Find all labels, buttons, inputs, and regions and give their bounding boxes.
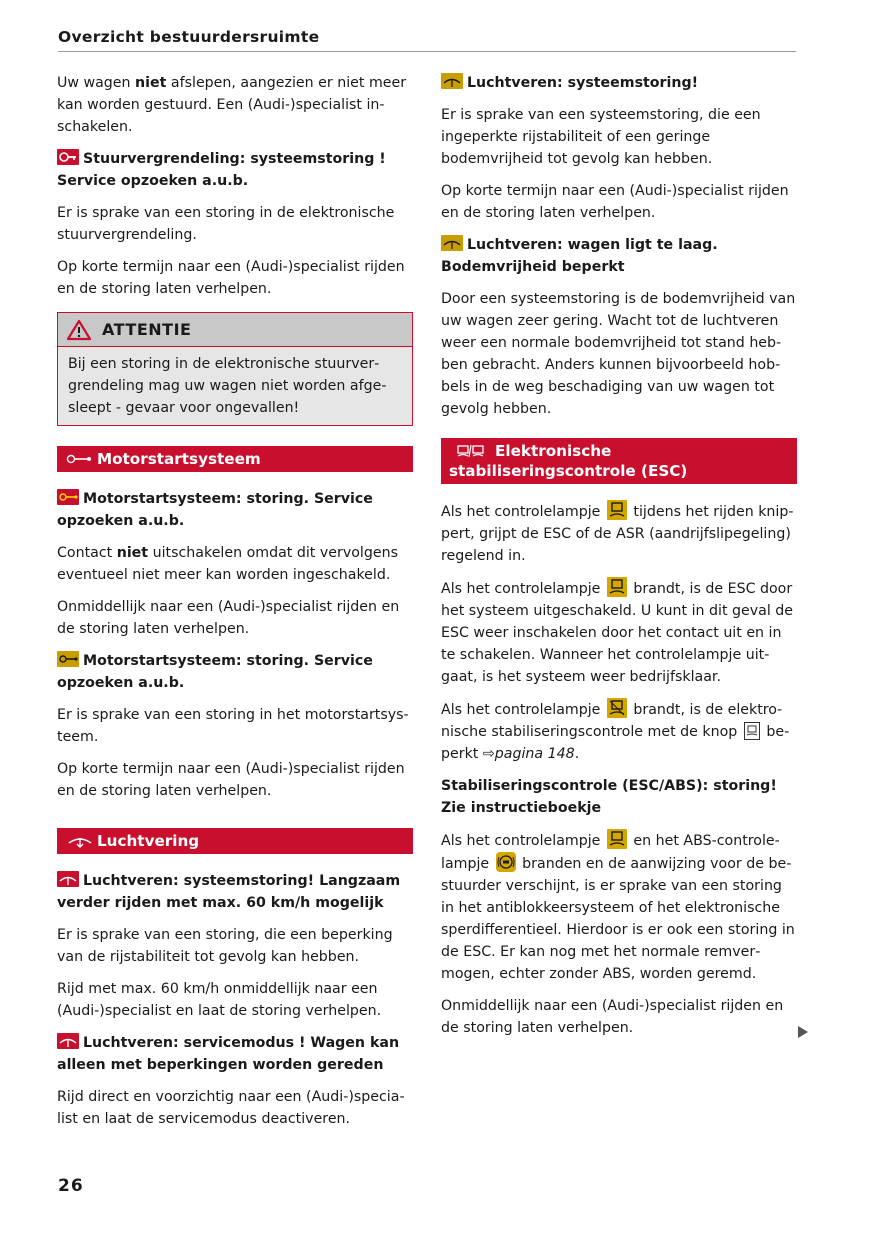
text: branden en de aanwijzing voor de bestuurder verschijnt, is er sprake van een storing in het antiblokkeersysteem of het elektronische sperdifferentieel. Hierdoor is er ook een storing in de ESC. Er kan nog met het normale remvermogen, echter zonder ABS, worden geremd.	[441, 856, 795, 982]
text: brandt, is de elektronische stabiliseringscontrole met de knop	[441, 702, 783, 740]
text: beperkt	[441, 724, 790, 762]
paragraph	[57, 72, 413, 138]
paragraph	[441, 698, 797, 765]
message-heading-text: Motorstartsysteem: storing. Service opzoeken a.u.b.	[57, 653, 373, 691]
text: Als het controlelampje	[441, 504, 605, 520]
paragraph: Er is sprake van een systeemstoring, die een ingeperkte rijstabiliteit of een geringe bodemvrijheid tot gevolg kan hebben.	[441, 107, 761, 167]
esc-icon	[449, 444, 493, 458]
air-suspension-icon	[65, 834, 95, 848]
message-heading	[57, 148, 413, 192]
abs-icon	[496, 852, 516, 872]
message-heading	[441, 234, 797, 278]
section-heading-esc	[441, 438, 797, 484]
esc-icon	[607, 577, 627, 597]
key-icon	[57, 489, 79, 505]
paragraph: Rijd met max. 60 km/h onmiddellijk naar een (Audi-)specialist en laat de storing verhelpen.	[57, 981, 382, 1019]
text: .	[574, 746, 580, 762]
warning-triangle-icon	[66, 319, 92, 341]
paragraph	[57, 542, 413, 586]
section-title: Luchtvering	[97, 832, 200, 850]
text: Als het controlelampje	[441, 581, 605, 597]
section-title: Motorstartsysteem	[97, 450, 261, 468]
paragraph: Onmiddellijk naar een (Audi-)specialist rijden en de storing laten verhelpen.	[441, 998, 784, 1036]
text: brandt, is de ESC door het systeem uitgeschakeld. U kunt in dit geval de ESC weer inschakelen door het contact uit en in te schakelen. Wanneer het controlelampje uitgaat, is het systeem weer bedrijfsklaar.	[441, 581, 794, 685]
key-icon	[57, 651, 79, 667]
emphasis: niet	[116, 545, 149, 561]
paragraph: Onmiddellijk naar een (Audi-)specialist rijden en de storing laten verhelpen.	[57, 599, 400, 637]
air-suspension-icon	[441, 235, 463, 251]
caution-body: Bij een storing in de elektronische stuurvergrendeling mag uw wagen niet worden afgesleept - gevaar voor ongevallen!	[68, 356, 387, 416]
header-rule	[58, 51, 796, 52]
caution-box	[57, 312, 413, 426]
message-heading-text: Stuurvergrendeling: systeemstoring ! Service opzoeken a.u.b.	[57, 151, 386, 189]
key-icon	[65, 452, 95, 466]
message-heading-text: Luchtveren: servicemodus ! Wagen kan alleen met beperkingen worden gereden	[57, 1035, 400, 1073]
paragraph: Er is sprake van een storing in het motorstartsysteem.	[57, 707, 409, 745]
air-suspension-icon	[57, 871, 79, 887]
paragraph: Rijd direct en voorzichtig naar een (Audi-)specialist en laat de servicemodus deactiveren.	[57, 1089, 405, 1127]
page-reference-link[interactable]: pagina 148	[494, 746, 575, 762]
caution-title: ATTENTIE	[102, 319, 192, 339]
text: tijdens het rijden knippert, grijpt de ESC of de ASR (aandrijfslipegeling) regelend in.	[441, 504, 794, 564]
message-heading	[57, 488, 413, 532]
message-heading: Stabiliseringscontrole (ESC/ABS): storing! Zie instructieboekje	[441, 778, 777, 816]
paragraph: Er is sprake van een storing in de elektronische stuurvergrendeling.	[57, 205, 395, 243]
section-heading-motorstart	[57, 446, 413, 472]
page-number: 26	[58, 1176, 84, 1196]
paragraph	[441, 577, 797, 688]
paragraph: Door een systeemstoring is de bodemvrijheid van uw wagen zeer gering. Wacht tot de luchtveren weer een normale bodemvrijheid tot stand hebben gebracht. Anders kunnen bijvoorbeeld hobbels in de weg beschadiging van uw wagen tot gevolg hebben.	[441, 291, 796, 417]
text: uitschakelen omdat dit vervolgens eventueel niet meer kan worden ingeschakeld.	[57, 545, 398, 583]
continue-arrow-icon	[798, 1026, 808, 1038]
esc-off-icon	[607, 698, 627, 718]
message-heading-text: Luchtveren: wagen ligt te laag. Bodemvrijheid beperkt	[441, 237, 718, 275]
text: en het ABS-controlelampje	[441, 833, 780, 872]
message-heading	[441, 72, 797, 94]
paragraph: Op korte termijn naar een (Audi-)specialist rijden en de storing laten verhelpen.	[57, 761, 405, 799]
paragraph: Op korte termijn naar een (Audi-)specialist rijden en de storing laten verhelpen.	[441, 183, 789, 221]
steering-lock-icon	[57, 149, 79, 165]
left-column	[57, 72, 413, 1140]
esc-button-icon	[744, 722, 760, 740]
right-column	[441, 72, 797, 1049]
message-heading-text: Luchtveren: systeemstoring! Langzaam verder rijden met max. 60 km/h mogelijk	[57, 873, 401, 911]
paragraph: Er is sprake van een storing, die een beperking van de rijstabiliteit tot gevolg kan hebben.	[57, 927, 393, 965]
paragraph	[441, 829, 797, 985]
esc-icon	[607, 829, 627, 849]
page-header-title: Overzicht bestuurdersruimte	[58, 28, 320, 46]
emphasis: niet	[135, 75, 167, 91]
message-heading	[57, 1032, 413, 1076]
section-title: Elektronische stabiliseringscontrole (ESC)	[449, 442, 688, 480]
text: Als het controlelampje	[441, 833, 605, 849]
air-suspension-icon	[441, 73, 463, 89]
paragraph: Op korte termijn naar een (Audi-)specialist rijden en de storing laten verhelpen.	[57, 259, 405, 297]
esc-icon	[607, 500, 627, 520]
xref-arrow: ⇨	[482, 746, 495, 762]
text: Als het controlelampje	[441, 702, 605, 718]
paragraph	[441, 500, 797, 567]
text: afslepen, aangezien er niet meer kan worden gestuurd. Een (Audi-)specialist inschakelen.	[57, 75, 407, 135]
text: Contact	[57, 545, 117, 561]
text: Uw wagen	[57, 75, 136, 91]
air-suspension-icon	[57, 1033, 79, 1049]
caution-header	[58, 313, 412, 347]
message-heading-text: Luchtveren: systeemstoring!	[467, 75, 699, 91]
message-heading	[57, 870, 413, 914]
message-heading	[57, 650, 413, 694]
section-heading-luchtvering	[57, 828, 413, 854]
message-heading-text: Motorstartsysteem: storing. Service opzoeken a.u.b.	[57, 491, 373, 529]
